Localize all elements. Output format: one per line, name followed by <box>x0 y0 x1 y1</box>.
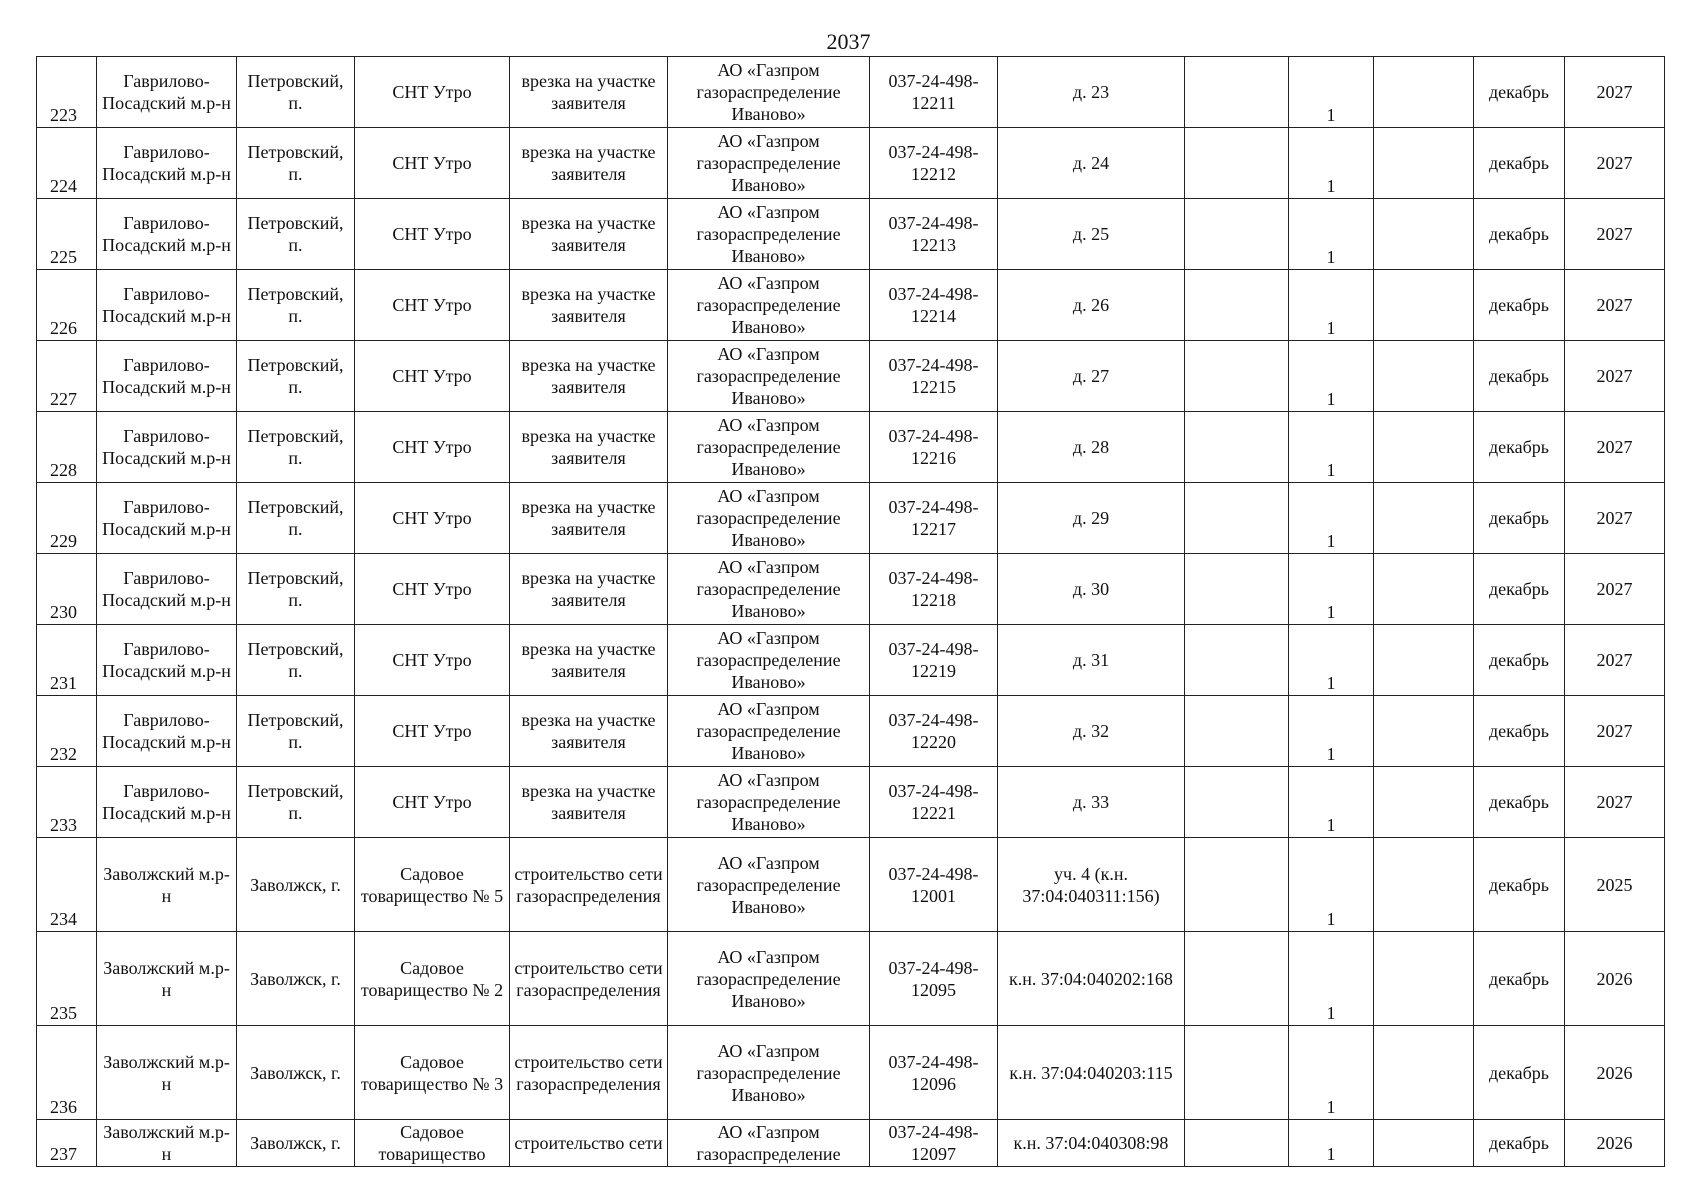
address-cell: д. 26 <box>998 270 1185 341</box>
address-cell: д. 24 <box>998 128 1185 199</box>
empty-cell <box>1185 554 1289 625</box>
locality-cell: Петровский, п. <box>237 483 355 554</box>
table-row <box>37 199 1665 270</box>
object-name-cell: СНТ Утро <box>355 625 510 696</box>
row-number-cell: 230 <box>37 554 97 625</box>
work-type-cell: врезка на участке заявителя <box>510 554 668 625</box>
locality-cell: Заволжск, г. <box>237 932 355 1026</box>
locality-cell: Петровский, п. <box>237 199 355 270</box>
address-cell: д. 33 <box>998 767 1185 838</box>
empty-cell <box>1374 625 1474 696</box>
row-number-cell: 237 <box>37 1120 97 1167</box>
object-name-cell: СНТ Утро <box>355 199 510 270</box>
object-name-cell: Садовое товарищество № 3 <box>355 1026 510 1120</box>
year-cell: 2027 <box>1565 57 1665 128</box>
organization-cell: АО «Газпром газораспределение Иваново» <box>668 483 870 554</box>
locality-cell: Заволжск, г. <box>237 838 355 932</box>
work-type-cell: строительство сети газораспределения <box>510 838 668 932</box>
code-cell: 037-24-498-12001 <box>870 838 998 932</box>
table-row <box>37 554 1665 625</box>
empty-cell <box>1374 838 1474 932</box>
month-cell: декабрь <box>1474 270 1565 341</box>
empty-cell <box>1185 341 1289 412</box>
empty-cell <box>1374 128 1474 199</box>
empty-cell <box>1185 1120 1289 1167</box>
table-row <box>37 767 1665 838</box>
empty-cell <box>1185 625 1289 696</box>
code-cell: 037-24-498-12211 <box>870 57 998 128</box>
code-cell: 037-24-498-12220 <box>870 696 998 767</box>
month-cell: декабрь <box>1474 838 1565 932</box>
empty-cell <box>1185 483 1289 554</box>
year-cell: 2026 <box>1565 1026 1665 1120</box>
row-number-cell: 228 <box>37 412 97 483</box>
district-cell: Гаврилово-Посадский м.р-н <box>97 199 237 270</box>
row-number-cell: 232 <box>37 696 97 767</box>
table-row <box>37 1120 1665 1167</box>
organization-cell: АО «Газпром газораспределение Иваново» <box>668 341 870 412</box>
row-number-cell: 231 <box>37 625 97 696</box>
organization-cell: АО «Газпром газораспределение Иваново» <box>668 57 870 128</box>
month-cell: декабрь <box>1474 767 1565 838</box>
object-name-cell: СНТ Утро <box>355 57 510 128</box>
address-cell: к.н. 37:04:040203:115 <box>998 1026 1185 1120</box>
empty-cell <box>1374 412 1474 483</box>
code-cell: 037-24-498-12214 <box>870 270 998 341</box>
organization-cell: АО «Газпром газораспределение <box>668 1120 870 1167</box>
work-type-cell: врезка на участке заявителя <box>510 128 668 199</box>
code-cell: 037-24-498-12095 <box>870 932 998 1026</box>
district-cell: Заволжский м.р-н <box>97 932 237 1026</box>
year-cell: 2027 <box>1565 483 1665 554</box>
district-cell: Гаврилово-Посадский м.р-н <box>97 625 237 696</box>
work-type-cell: врезка на участке заявителя <box>510 483 668 554</box>
year-cell: 2027 <box>1565 554 1665 625</box>
district-cell: Гаврилово-Посадский м.р-н <box>97 483 237 554</box>
month-cell: декабрь <box>1474 625 1565 696</box>
quantity-cell: 1 <box>1289 199 1374 270</box>
organization-cell: АО «Газпром газораспределение Иваново» <box>668 932 870 1026</box>
quantity-cell: 1 <box>1289 767 1374 838</box>
work-type-cell: врезка на участке заявителя <box>510 767 668 838</box>
month-cell: декабрь <box>1474 341 1565 412</box>
month-cell: декабрь <box>1474 1026 1565 1120</box>
quantity-cell: 1 <box>1289 341 1374 412</box>
address-cell: д. 25 <box>998 199 1185 270</box>
empty-cell <box>1185 199 1289 270</box>
year-cell: 2027 <box>1565 199 1665 270</box>
month-cell: декабрь <box>1474 199 1565 270</box>
quantity-cell: 1 <box>1289 625 1374 696</box>
code-cell: 037-24-498-12096 <box>870 1026 998 1120</box>
month-cell: декабрь <box>1474 932 1565 1026</box>
quantity-cell: 1 <box>1289 932 1374 1026</box>
year-cell: 2027 <box>1565 270 1665 341</box>
organization-cell: АО «Газпром газораспределение Иваново» <box>668 199 870 270</box>
quantity-cell: 1 <box>1289 696 1374 767</box>
table-row <box>37 932 1665 1026</box>
empty-cell <box>1185 696 1289 767</box>
locality-cell: Петровский, п. <box>237 625 355 696</box>
object-name-cell: СНТ Утро <box>355 412 510 483</box>
object-name-cell: Садовое товарищество № 2 <box>355 932 510 1026</box>
empty-cell <box>1374 767 1474 838</box>
work-type-cell: врезка на участке заявителя <box>510 341 668 412</box>
year-cell: 2027 <box>1565 412 1665 483</box>
year-cell: 2026 <box>1565 932 1665 1026</box>
row-number-cell: 226 <box>37 270 97 341</box>
empty-cell <box>1185 128 1289 199</box>
row-number-cell: 227 <box>37 341 97 412</box>
year-cell: 2027 <box>1565 767 1665 838</box>
code-cell: 037-24-498-12219 <box>870 625 998 696</box>
locality-cell: Петровский, п. <box>237 270 355 341</box>
row-number-cell: 223 <box>37 57 97 128</box>
locality-cell: Заволжск, г. <box>237 1026 355 1120</box>
address-cell: уч. 4 (к.н. 37:04:040311:156) <box>998 838 1185 932</box>
month-cell: декабрь <box>1474 1120 1565 1167</box>
organization-cell: АО «Газпром газораспределение Иваново» <box>668 838 870 932</box>
district-cell: Заволжский м.р-н <box>97 1026 237 1120</box>
address-cell: к.н. 37:04:040202:168 <box>998 932 1185 1026</box>
month-cell: декабрь <box>1474 412 1565 483</box>
quantity-cell: 1 <box>1289 57 1374 128</box>
district-cell: Гаврилово-Посадский м.р-н <box>97 270 237 341</box>
gas-connection-table <box>36 56 1665 1167</box>
month-cell: декабрь <box>1474 554 1565 625</box>
object-name-cell: Садовое товарищество № 5 <box>355 838 510 932</box>
district-cell: Гаврилово-Посадский м.р-н <box>97 767 237 838</box>
empty-cell <box>1374 554 1474 625</box>
table-row <box>37 57 1665 128</box>
page-number: 2037 <box>826 29 871 54</box>
work-type-cell: врезка на участке заявителя <box>510 625 668 696</box>
object-name-cell: СНТ Утро <box>355 696 510 767</box>
quantity-cell: 1 <box>1289 1120 1374 1167</box>
work-type-cell: строительство сети газораспределения <box>510 1026 668 1120</box>
code-cell: 037-24-498-12097 <box>870 1120 998 1167</box>
code-cell: 037-24-498-12218 <box>870 554 998 625</box>
code-cell: 037-24-498-12217 <box>870 483 998 554</box>
empty-cell <box>1185 57 1289 128</box>
locality-cell: Петровский, п. <box>237 57 355 128</box>
row-number-cell: 225 <box>37 199 97 270</box>
object-name-cell: СНТ Утро <box>355 341 510 412</box>
empty-cell <box>1374 199 1474 270</box>
year-cell: 2027 <box>1565 625 1665 696</box>
organization-cell: АО «Газпром газораспределение Иваново» <box>668 1026 870 1120</box>
work-type-cell: врезка на участке заявителя <box>510 199 668 270</box>
object-name-cell: СНТ Утро <box>355 128 510 199</box>
address-cell: д. 29 <box>998 483 1185 554</box>
locality-cell: Петровский, п. <box>237 341 355 412</box>
district-cell: Гаврилово-Посадский м.р-н <box>97 554 237 625</box>
empty-cell <box>1185 270 1289 341</box>
district-cell: Гаврилово-Посадский м.р-н <box>97 412 237 483</box>
row-number-cell: 234 <box>37 838 97 932</box>
year-cell: 2025 <box>1565 838 1665 932</box>
table-row <box>37 838 1665 932</box>
work-type-cell: строительство сети <box>510 1120 668 1167</box>
locality-cell: Петровский, п. <box>237 767 355 838</box>
empty-cell <box>1185 1026 1289 1120</box>
district-cell: Гаврилово-Посадский м.р-н <box>97 57 237 128</box>
locality-cell: Петровский, п. <box>237 128 355 199</box>
code-cell: 037-24-498-12221 <box>870 767 998 838</box>
organization-cell: АО «Газпром газораспределение Иваново» <box>668 767 870 838</box>
row-number-cell: 233 <box>37 767 97 838</box>
locality-cell: Петровский, п. <box>237 554 355 625</box>
empty-cell <box>1185 767 1289 838</box>
empty-cell <box>1374 696 1474 767</box>
object-name-cell: СНТ Утро <box>355 270 510 341</box>
year-cell: 2027 <box>1565 696 1665 767</box>
district-cell: Гаврилово-Посадский м.р-н <box>97 696 237 767</box>
empty-cell <box>1185 412 1289 483</box>
district-cell: Гаврилово-Посадский м.р-н <box>97 341 237 412</box>
table-body <box>37 57 1665 1167</box>
organization-cell: АО «Газпром газораспределение Иваново» <box>668 696 870 767</box>
quantity-cell: 1 <box>1289 270 1374 341</box>
object-name-cell: СНТ Утро <box>355 554 510 625</box>
table-row <box>37 341 1665 412</box>
object-name-cell: СНТ Утро <box>355 767 510 838</box>
quantity-cell: 1 <box>1289 128 1374 199</box>
year-cell: 2026 <box>1565 1120 1665 1167</box>
organization-cell: АО «Газпром газораспределение Иваново» <box>668 554 870 625</box>
row-number-cell: 224 <box>37 128 97 199</box>
organization-cell: АО «Газпром газораспределение Иваново» <box>668 625 870 696</box>
row-number-cell: 229 <box>37 483 97 554</box>
address-cell: д. 27 <box>998 341 1185 412</box>
empty-cell <box>1374 1120 1474 1167</box>
code-cell: 037-24-498-12213 <box>870 199 998 270</box>
month-cell: декабрь <box>1474 696 1565 767</box>
code-cell: 037-24-498-12212 <box>870 128 998 199</box>
table-row <box>37 270 1665 341</box>
quantity-cell: 1 <box>1289 838 1374 932</box>
work-type-cell: врезка на участке заявителя <box>510 270 668 341</box>
empty-cell <box>1374 483 1474 554</box>
empty-cell <box>1374 341 1474 412</box>
empty-cell <box>1374 1026 1474 1120</box>
year-cell: 2027 <box>1565 341 1665 412</box>
row-number-cell: 235 <box>37 932 97 1026</box>
locality-cell: Петровский, п. <box>237 696 355 767</box>
object-name-cell: СНТ Утро <box>355 483 510 554</box>
table-row <box>37 412 1665 483</box>
object-name-cell: Садовое товарищество <box>355 1120 510 1167</box>
empty-cell <box>1374 270 1474 341</box>
address-cell: д. 28 <box>998 412 1185 483</box>
row-number-cell: 236 <box>37 1026 97 1120</box>
district-cell: Заволжский м.р-н <box>97 1120 237 1167</box>
quantity-cell: 1 <box>1289 412 1374 483</box>
address-cell: д. 31 <box>998 625 1185 696</box>
work-type-cell: врезка на участке заявителя <box>510 57 668 128</box>
locality-cell: Заволжск, г. <box>237 1120 355 1167</box>
quantity-cell: 1 <box>1289 554 1374 625</box>
work-type-cell: врезка на участке заявителя <box>510 696 668 767</box>
organization-cell: АО «Газпром газораспределение Иваново» <box>668 270 870 341</box>
district-cell: Заволжский м.р-н <box>97 838 237 932</box>
table-row <box>37 625 1665 696</box>
quantity-cell: 1 <box>1289 483 1374 554</box>
address-cell: д. 32 <box>998 696 1185 767</box>
month-cell: декабрь <box>1474 128 1565 199</box>
table-row <box>37 1026 1665 1120</box>
quantity-cell: 1 <box>1289 1026 1374 1120</box>
empty-cell <box>1374 57 1474 128</box>
code-cell: 037-24-498-12215 <box>870 341 998 412</box>
work-type-cell: врезка на участке заявителя <box>510 412 668 483</box>
empty-cell <box>1185 838 1289 932</box>
district-cell: Гаврилово-Посадский м.р-н <box>97 128 237 199</box>
table-row <box>37 696 1665 767</box>
organization-cell: АО «Газпром газораспределение Иваново» <box>668 128 870 199</box>
address-cell: к.н. 37:04:040308:98 <box>998 1120 1185 1167</box>
locality-cell: Петровский, п. <box>237 412 355 483</box>
organization-cell: АО «Газпром газораспределение Иваново» <box>668 412 870 483</box>
year-cell: 2027 <box>1565 128 1665 199</box>
address-cell: д. 23 <box>998 57 1185 128</box>
address-cell: д. 30 <box>998 554 1185 625</box>
work-type-cell: строительство сети газораспределения <box>510 932 668 1026</box>
code-cell: 037-24-498-12216 <box>870 412 998 483</box>
month-cell: декабрь <box>1474 483 1565 554</box>
month-cell: декабрь <box>1474 57 1565 128</box>
empty-cell <box>1185 932 1289 1026</box>
table-row <box>37 128 1665 199</box>
table-row <box>37 483 1665 554</box>
empty-cell <box>1374 932 1474 1026</box>
